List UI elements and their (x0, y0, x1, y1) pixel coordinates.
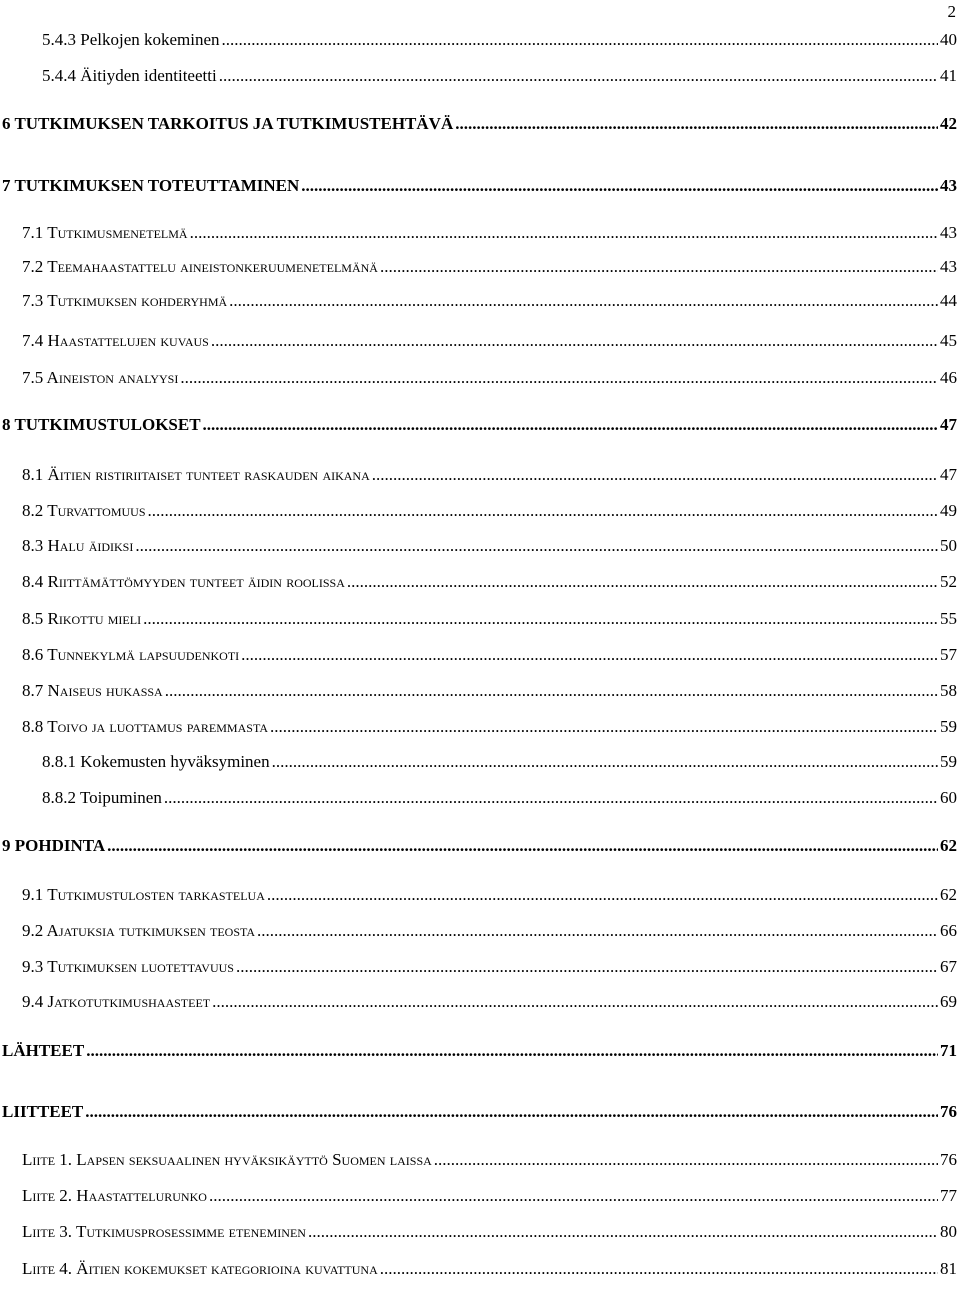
toc-entry-title: LIITTEET (2, 1102, 84, 1121)
toc-entry-page: 44 (940, 291, 957, 310)
toc-entry-page: 45 (940, 331, 957, 350)
toc-entry-page: 59 (940, 717, 957, 736)
toc-entry[interactable] (22, 717, 957, 737)
dot-leader (164, 788, 938, 808)
toc-entry-title: 7.1 Tutkimusmenetelmä (22, 223, 188, 242)
toc-entry[interactable] (42, 66, 957, 86)
toc-entry-title: 7.3 Tutkimuksen kohderyhmä (22, 291, 228, 310)
toc-entry-page: 52 (940, 572, 957, 591)
toc-entry[interactable] (42, 788, 957, 808)
dot-leader (219, 66, 938, 86)
toc-entry[interactable] (22, 572, 957, 592)
toc-entry-title: 6 TUTKIMUKSEN TARKOITUS JA TUTKIMUSTEHTÄVÄ (2, 114, 454, 133)
toc-entry-title: 5.4.4 Äitiyden identiteetti (42, 66, 217, 85)
toc-entry-title: Liite 1. Lapsen seksuaalinen hyväksikäyttö Suomen laissa (22, 1150, 432, 1169)
toc-entry-page: 80 (940, 1222, 957, 1241)
toc-entry-page: 43 (940, 257, 957, 276)
toc-entry-page: 43 (940, 176, 957, 195)
toc-entry-page: 50 (940, 536, 957, 555)
dot-leader (209, 1186, 938, 1206)
toc-entry[interactable] (2, 114, 957, 134)
toc-entry[interactable] (2, 836, 957, 856)
dot-leader (222, 30, 938, 50)
dot-leader (107, 836, 938, 856)
toc-entry[interactable] (22, 536, 957, 556)
toc-entry-page: 81 (940, 1259, 957, 1278)
toc-entry[interactable] (22, 368, 957, 388)
dot-leader (257, 921, 938, 941)
toc-entry[interactable] (22, 465, 957, 485)
toc-entry[interactable] (2, 1102, 957, 1122)
toc-entry-page: 62 (940, 836, 957, 855)
dot-leader (85, 1102, 938, 1122)
dot-leader (212, 992, 938, 1012)
toc-entry-title: 8.8 Toivo ja luottamus paremmasta (22, 717, 268, 736)
dot-leader (203, 415, 938, 435)
toc-entry-page: 41 (940, 66, 957, 85)
toc-entry[interactable] (22, 957, 957, 977)
dot-leader (143, 609, 938, 629)
toc-entry[interactable] (22, 257, 957, 277)
toc-entry-page: 58 (940, 681, 957, 700)
toc-entry-title: Liite 2. Haastattelurunko (22, 1186, 207, 1205)
toc-entry-page: 60 (940, 788, 957, 807)
toc-entry-title: 8.4 Riittämättömyyden tunteet äidin roolissa (22, 572, 345, 591)
dot-leader (372, 465, 938, 485)
toc-entry[interactable] (22, 1222, 957, 1242)
toc-entry-title: 8.7 Naiseus hukassa (22, 681, 163, 700)
toc-entry-title: 7.4 Haastattelujen kuvaus (22, 331, 209, 350)
toc-entry-page: 49 (940, 501, 957, 520)
toc-entry[interactable] (22, 501, 957, 521)
toc-entry-title: 7.2 Teemahaastattelu aineistonkeruumenetelmänä (22, 257, 378, 276)
dot-leader (180, 368, 938, 388)
toc-entry-title: 8.3 Halu äidiksi (22, 536, 134, 555)
dot-leader (236, 957, 938, 977)
toc-entry-page: 66 (940, 921, 957, 940)
dot-leader (190, 223, 938, 243)
dot-leader (347, 572, 938, 592)
toc-entry-title: 7 TUTKIMUKSEN TOTEUTTAMINEN (2, 176, 300, 195)
toc-entry[interactable] (22, 992, 957, 1012)
toc-entry-title: 8.2 Turvattomuus (22, 501, 146, 520)
dot-leader (211, 331, 938, 351)
dot-leader (301, 176, 938, 196)
toc-entry-title: 9.3 Tutkimuksen luotettavuus (22, 957, 234, 976)
toc-entry-title: Liite 4. Äitien kokemukset kategorioina kuvattuna (22, 1259, 378, 1278)
dot-leader (272, 752, 938, 772)
toc-entry-title: LÄHTEET (2, 1041, 85, 1060)
dot-leader (229, 291, 938, 311)
toc-entry[interactable] (22, 921, 957, 941)
toc-entry-page: 69 (940, 992, 957, 1011)
dot-leader (135, 536, 938, 556)
dot-leader (165, 681, 938, 701)
toc-entry-page: 47 (940, 415, 957, 434)
toc-entry-page: 47 (940, 465, 957, 484)
toc-entry-title: 8.5 Rikottu mieli (22, 609, 142, 628)
toc-entry-title: 9.1 Tutkimustulosten tarkastelua (22, 885, 265, 904)
toc-entry-title: 5.4.3 Pelkojen kokeminen (42, 30, 220, 49)
page-number: 2 (947, 2, 956, 21)
toc-entry[interactable] (42, 752, 957, 772)
dot-leader (267, 885, 938, 905)
toc-entry-title: 9 POHDINTA (2, 836, 106, 855)
toc-entry-page: 71 (940, 1041, 957, 1060)
toc-entry[interactable] (22, 331, 957, 351)
toc-entry-page: 62 (940, 885, 957, 904)
toc-entry[interactable] (22, 223, 957, 243)
dot-leader (270, 717, 938, 737)
toc-entry-page: 59 (940, 752, 957, 771)
toc-entry-page: 40 (940, 30, 957, 49)
toc-entry-page: 76 (940, 1150, 957, 1169)
toc-entry-title: 7.5 Aineiston analyysi (22, 368, 179, 387)
dot-leader (380, 1259, 938, 1279)
toc-entry-page: 46 (940, 368, 957, 387)
toc-entry-page: 76 (940, 1102, 957, 1121)
toc-entry-title: 8.6 Tunnekylmä lapsuudenkoti (22, 645, 240, 664)
toc-entry[interactable] (22, 645, 957, 665)
toc-entry-title: 9.4 Jatkotutkimushaasteet (22, 992, 211, 1011)
toc-entry-title: 8.8.1 Kokemusten hyväksyminen (42, 752, 270, 771)
toc-entry-title: 8.8.2 Toipuminen (42, 788, 162, 807)
dot-leader (455, 114, 938, 134)
toc-entry[interactable] (2, 176, 957, 196)
toc-entry-page: 67 (940, 957, 957, 976)
toc-entry[interactable] (22, 885, 957, 905)
toc-entry[interactable] (22, 681, 957, 701)
toc-entry-title: 8.1 Äitien ristiriitaiset tunteet raskauden aikana (22, 465, 370, 484)
toc-entry-page: 55 (940, 609, 957, 628)
toc-entry[interactable] (2, 1041, 957, 1061)
toc-entry[interactable] (42, 30, 957, 50)
dot-leader (380, 257, 938, 277)
dot-leader (86, 1041, 938, 1061)
toc-entry[interactable] (22, 291, 957, 311)
toc-entry[interactable] (22, 1259, 957, 1279)
dot-leader (308, 1222, 938, 1242)
toc-entry-title: Liite 3. Tutkimusprosessimme eteneminen (22, 1222, 306, 1241)
dot-leader (434, 1150, 938, 1170)
toc-entry-page: 57 (940, 645, 957, 664)
toc-entry-page: 43 (940, 223, 957, 242)
dot-leader (148, 501, 938, 521)
toc-entry[interactable] (2, 415, 957, 435)
toc-entry-title: 9.2 Ajatuksia tutkimuksen teosta (22, 921, 256, 940)
toc-entry-page: 77 (940, 1186, 957, 1205)
dot-leader (241, 645, 938, 665)
toc-entry[interactable] (22, 609, 957, 629)
toc-entry-title: 8 TUTKIMUSTULOKSET (2, 415, 201, 434)
toc-entry[interactable] (22, 1186, 957, 1206)
toc-entry-page: 42 (940, 114, 957, 133)
toc-entry[interactable] (22, 1150, 957, 1170)
